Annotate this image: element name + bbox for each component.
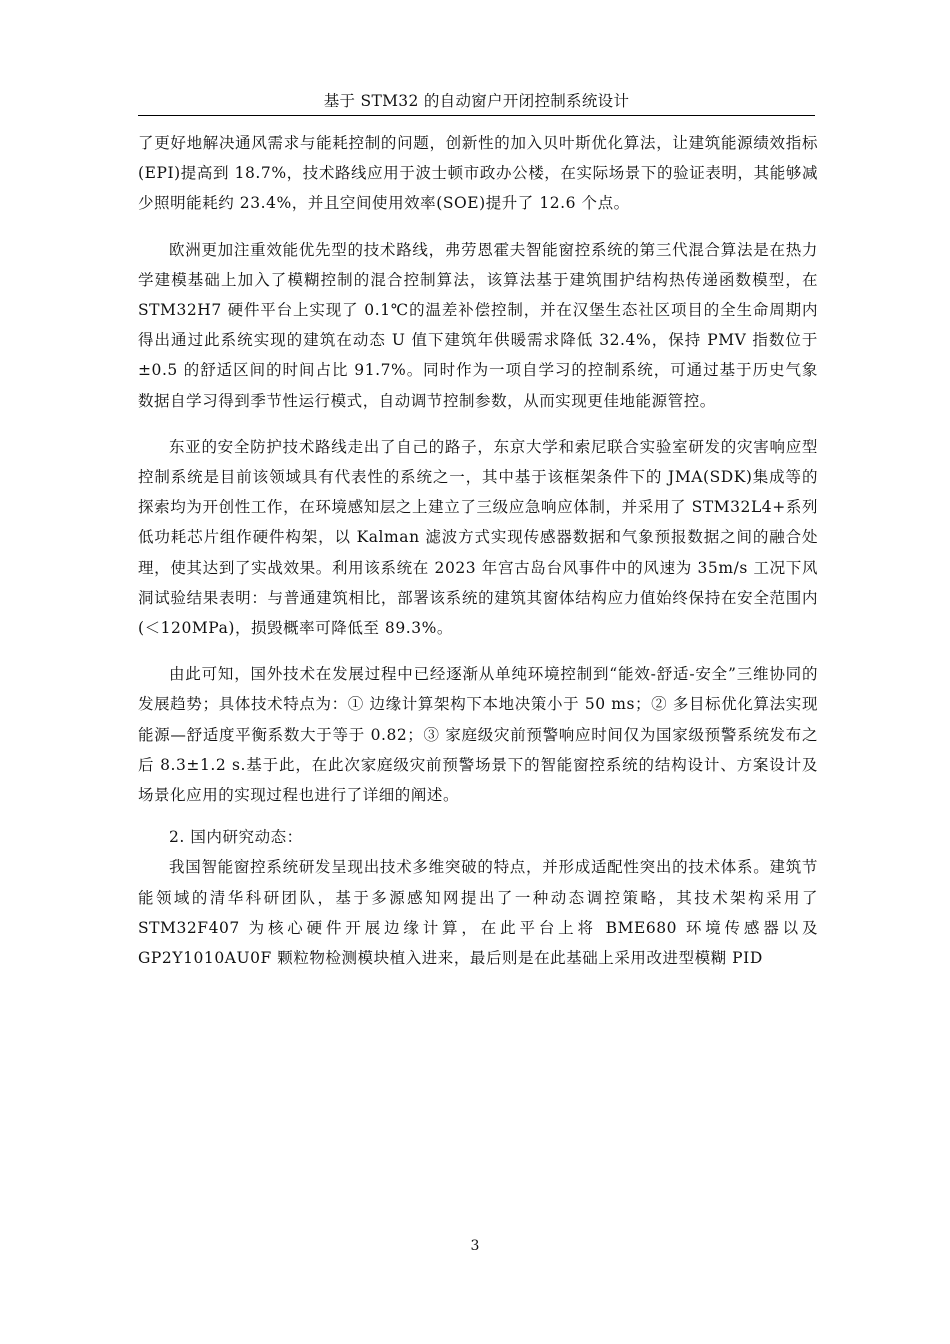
page-number: 3	[470, 1238, 480, 1254]
body-text	[138, 128, 818, 973]
paragraph-continuation: 了更好地解决通风需求与能耗控制的问题，创新性的加入贝叶斯优化算法，让建筑能源绩效指标(EPI)提高到 18.7%，技术路线应用于波士顿市政办公楼，在实际场景下的验证表明，其能够减少照明能耗约 23.4%，并且空间使用效率(SOE)提升了 12.6 个点。	[138, 134, 818, 213]
section-heading: 2. 国内研究动态：	[169, 828, 303, 847]
paragraph-domestic: 我国智能窗控系统研发呈现出技术多维突破的特点，并形成适配性突出的技术体系。建筑节能领域的清华科研团队，基于多源感知网提出了一种动态调控策略，其技术架构采用了 STM32F407 为核心硬件开展边缘计算，在此平台上将 BME680 环境传感器以及 GP2Y1010AU0F 颗粒物检测模块植入进来，最后则是在此基础上采用改进型模糊 PID	[138, 858, 818, 968]
paragraph-summary: 由此可知，国外技术在发展过程中已经逐渐从单纯环境控制到“能效-舒适-安全”三维协同的发展趋势；具体技术特点为：① 边缘计算架构下本地决策小于 50 ms；② 多目标优化算法实现能源—舒适度平衡系数大于等于 0.82；③ 家庭级灾前预警响应时间仅为国家级预警系统发布之后 8.3±1.2 s.基于此，在此次家庭级灾前预警场景下的智能窗控系统的结构设计、方案设计及场景化应用的实现过程也进行了详细的阐述。	[138, 665, 818, 805]
header-divider	[138, 115, 815, 116]
paragraph-europe: 欧洲更加注重效能优先型的技术路线，弗劳恩霍夫智能窗控系统的第三代混合算法是在热力学建模基础上加入了模糊控制的混合控制算法，该算法基于建筑围护结构热传递函数模型，在 STM32H7 硬件平台上实现了 0.1℃的温差补偿控制，并在汉堡生态社区项目的全生命周期内得出通过此系统实现的建筑在动态 U 值下建筑年供暖需求降低 32.4%，保持 PMV 指数位于±0.5 的舒适区间的时间占比 91.7%。同时作为一项自学习的控制系统，可通过基于历史气象数据自学习得到季节性运行模式，自动调节控制参数，从而实现更佳地能源管控。	[138, 240, 818, 410]
paragraph-east-asia: 东亚的安全防护技术路线走出了自己的路子，东京大学和索尼联合实验室研发的灾害响应型控制系统是目前该领域具有代表性的系统之一，其中基于该框架条件下的 JMA(SDK)集成等的探索均为开创性工作，在环境感知层之上建立了三级应急响应体制，并采用了 STM32L4+系列低功耗芯片组作硬件构架，以 Kalman 滤波方式实现传感器数据和气象预报数据之间的融合处理，使其达到了实战效果。利用该系统在 2023 年宫古岛台风事件中的风速为 35m/s 工况下风洞试验结果表明：与普通建筑相比，部署该系统的建筑其窗体结构应力值始终保持在安全范围内(＜120MPa)，损毁概率可降低至 89.3%。	[138, 437, 818, 638]
running-header: 基于 STM32 的自动窗户开闭控制系统设计	[323, 92, 630, 110]
